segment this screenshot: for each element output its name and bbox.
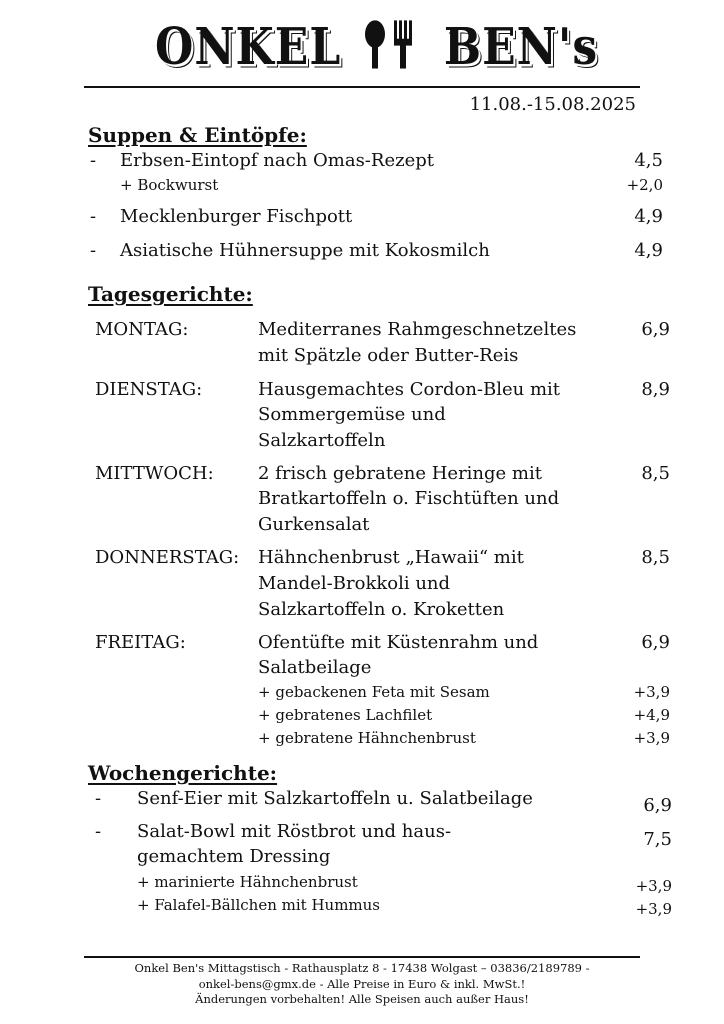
dish-line: Hähnchenbrust „Hawaii“ mit — [258, 547, 524, 568]
date-range: 11.08.-15.08.2025 — [469, 94, 636, 115]
menu-item-price: 4,9 — [634, 240, 663, 261]
dish-extra: + Falafel-Bällchen mit Hummus — [137, 896, 380, 914]
dash: - — [90, 206, 97, 227]
dish-line: Salatbeilage — [258, 657, 372, 678]
menu-item-extra-price: +2,0 — [626, 176, 663, 194]
header-divider — [84, 86, 640, 88]
dish-line: Hausgemachtes Cordon-Bleu mit — [258, 379, 561, 400]
dish-extra-price: +3,9 — [635, 877, 672, 895]
section-title-soups: Suppen & Eintöpfe: — [88, 123, 307, 147]
menu-item-price: 4,5 — [634, 150, 663, 171]
dish-line: Salat-Bowl mit Röstbrot und haus- — [137, 821, 452, 842]
dish-extra-price: +3,9 — [633, 683, 670, 701]
dash: - — [90, 240, 97, 261]
dish-line: mit Spätzle oder Butter-Reis — [258, 345, 519, 366]
dish-line: Salzkartoffeln o. Kroketten — [258, 599, 505, 620]
dish-line: Ofentüfte mit Küstenrahm und — [258, 632, 539, 653]
spoon-fork-icon — [358, 20, 428, 68]
dish-price: 8,5 — [641, 547, 670, 568]
dish-line: Gurkensalat — [258, 514, 370, 535]
menu-item-name: Asiatische Hühnersuppe mit Kokosmilch — [120, 240, 490, 261]
dish-price: 8,5 — [641, 463, 670, 484]
logo — [155, 18, 598, 77]
dish-line: Mediterranes Rahmgeschnetzeltes — [258, 319, 577, 340]
footer-line: Onkel Ben's Mittagstisch - Rathausplatz 8 - 17438 Wolgast – 03836/2189789 - — [134, 961, 590, 975]
dish-extra-price: +4,9 — [633, 706, 670, 724]
dish-line: Sommergemüse und — [258, 404, 446, 425]
dish-price: 6,9 — [643, 795, 672, 816]
menu-item-name: Mecklenburger Fischpott — [120, 206, 353, 227]
day-label: DIENSTAG: — [95, 379, 203, 400]
footer — [84, 961, 640, 1008]
dash: - — [95, 821, 102, 842]
logo-text-left: ONKEL — [155, 18, 342, 77]
dash: - — [95, 788, 102, 809]
logo-text-right: BEN's — [443, 18, 599, 77]
dish-line: gemachtem Dressing — [137, 846, 331, 867]
dish-line: Senf-Eier mit Salzkartoffeln u. Salatbeilage — [137, 788, 533, 809]
dish-extra: + gebackenen Feta mit Sesam — [258, 683, 490, 701]
dash: - — [90, 150, 97, 171]
section-title-daily: Tagesgerichte: — [88, 282, 253, 306]
dish-line: 2 frisch gebratene Heringe mit — [258, 463, 542, 484]
dish-price: 8,9 — [641, 379, 670, 400]
menu-item-name: Erbsen-Eintopf nach Omas-Rezept — [120, 150, 434, 171]
footer-line: Änderungen vorbehalten! Alle Speisen auch außer Haus! — [195, 992, 529, 1006]
dish-price: 6,9 — [641, 319, 670, 340]
dish-extra: + gebratenes Lachfilet — [258, 706, 433, 724]
dish-line: Salzkartoffeln — [258, 430, 386, 451]
dish-extra-price: +3,9 — [633, 729, 670, 747]
dish-price: 7,5 — [643, 829, 672, 850]
dish-line: Bratkartoffeln o. Fischtüften und — [258, 488, 560, 509]
dish-extra: + gebratene Hähnchenbrust — [258, 729, 476, 747]
footer-line: onkel-bens@gmx.de - Alle Preise in Euro & inkl. MwSt.! — [198, 976, 526, 991]
day-label: MITTWOCH: — [95, 463, 214, 484]
footer-divider — [84, 956, 640, 958]
menu-item-price: 4,9 — [634, 206, 663, 227]
dish-extra-price: +3,9 — [635, 900, 672, 918]
day-label: FREITAG: — [95, 632, 186, 653]
dish-price: 6,9 — [641, 632, 670, 653]
day-label: DONNERSTAG: — [95, 547, 240, 568]
section-title-weekly: Wochengerichte: — [88, 761, 278, 785]
dish-extra: + marinierte Hähnchenbrust — [137, 873, 358, 891]
day-label: MONTAG: — [95, 319, 189, 340]
dish-line: Mandel-Brokkoli und — [258, 573, 451, 594]
menu-item-extra: + Bockwurst — [120, 176, 219, 194]
